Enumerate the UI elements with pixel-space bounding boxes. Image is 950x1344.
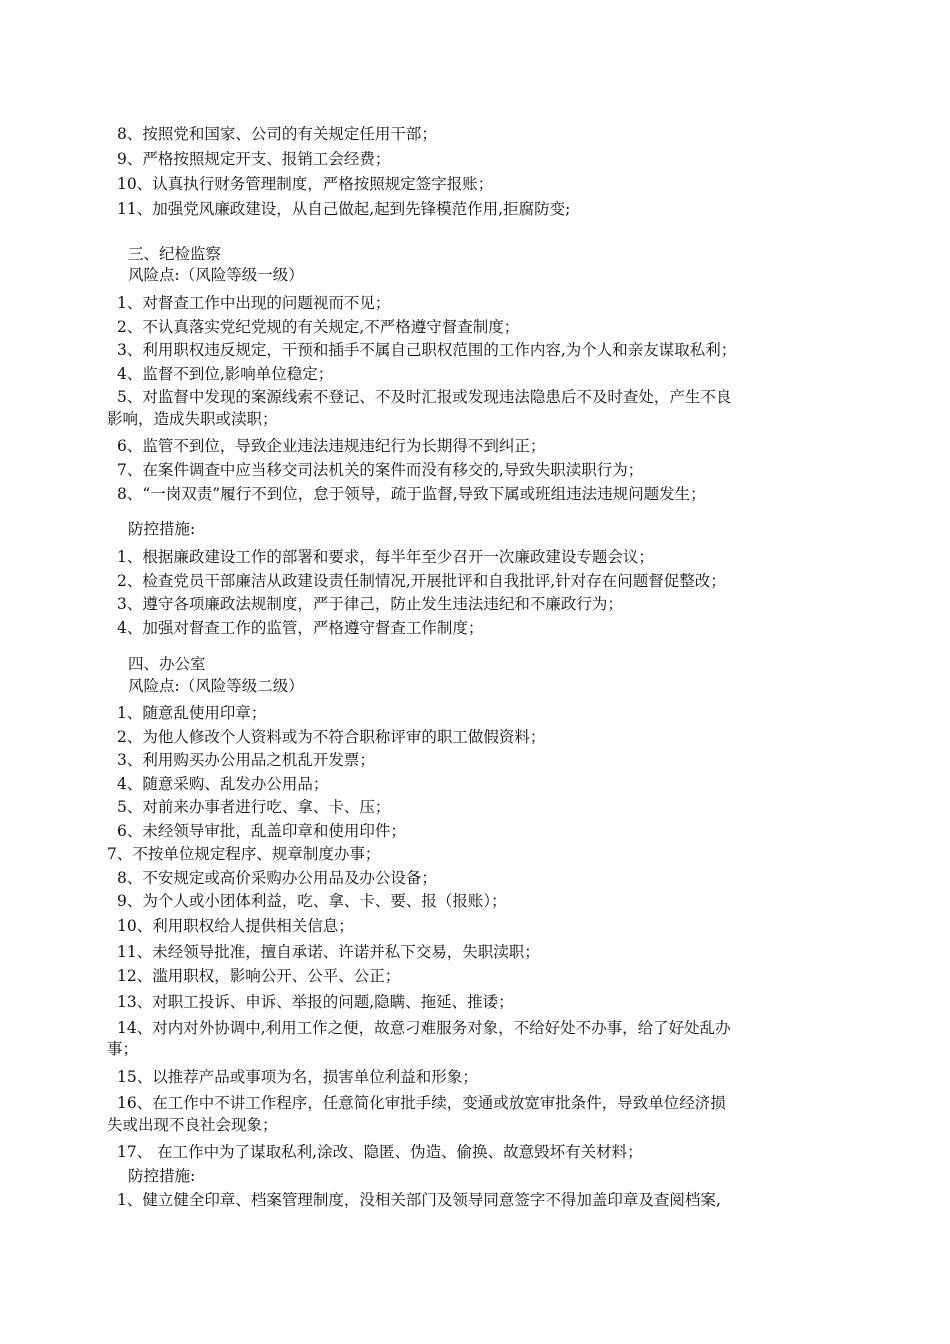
list-item: 失或出现不良社会现象；: [107, 1116, 278, 1134]
list-item: 15、以推荐产品或事项为名，损害单位利益和形象；: [117, 1068, 478, 1086]
list-item: 4、随意采购、乱发办公用品；: [117, 775, 329, 793]
list-item: 2、为他人修改个人资料或为不符合职称评审的职工做假资料；: [117, 728, 546, 746]
list-item: 14、对内对外协调中,利用工作之便，故意刁难服务对象，不给好处不办事，给了好处乱办: [117, 1019, 731, 1037]
risk-label: 风险点:（风险等级一级）: [128, 266, 304, 284]
list-item: 10、利用职权给人提供相关信息；: [117, 917, 354, 935]
list-item: 2、检查党员干部廉洁从政建设责任制情况,开展批评和自我批评,针对存在问题督促整改；: [117, 572, 726, 590]
list-item: 16、在工作中不讲工作程序，任意简化审批手续，变通或放宽审批条件，导致单位经济损: [117, 1094, 726, 1112]
list-item: 7、不按单位规定程序、规章制度办事；: [107, 845, 381, 863]
section-heading: 四、办公室: [128, 655, 206, 673]
list-item: 12、滥用职权，影响公开、公平、公正；: [117, 967, 401, 985]
section-heading: 三、纪检监察: [128, 245, 222, 263]
list-item: 1、对督查工作中出现的问题视而不见；: [117, 294, 391, 312]
list-item: 6、未经领导审批，乱盖印章和使用印件；: [117, 822, 406, 840]
list-item: 17、 在工作中为了谋取私利,涂改、隐匿、伪造、偷换、故意毁坏有关材料；: [117, 1143, 643, 1161]
list-item: 6、监管不到位，导致企业违法违规违纪行为长期得不到纠正；: [117, 437, 546, 455]
list-item: 9、为个人或小团体利益，吃、拿、卡、要、报（报账）；: [117, 892, 507, 910]
list-item: 8、按照党和国家、公司的有关规定任用干部；: [117, 125, 437, 143]
list-item: 3、利用购买办公用品之机乱开发票；: [117, 751, 375, 769]
list-item: 7、在案件调查中应当移交司法机关的案件而没有移交的,导致失职渎职行为；: [117, 461, 644, 479]
risk-label: 风险点:（风险等级二级）: [128, 677, 304, 695]
measures-label: 防控措施:: [128, 520, 196, 538]
list-item: 8、“一岗双责”履行不到位，怠于领导，疏于监督,导致下属或班组违法违规问题发生；: [117, 485, 706, 503]
list-item: 4、监督不到位,影响单位稳定；: [117, 365, 334, 383]
list-item: 3、利用职权违反规定，干预和插手不属自己职权范围的工作内容,为个人和亲友谋取私利；: [117, 341, 737, 359]
list-item: 13、对职工投诉、申诉、举报的问题,隐瞒、拖延、推诿；: [117, 993, 514, 1011]
list-item: 1、健立健全印章、档案管理制度，没相关部门及领导同意签字不得加盖印章及查阅档案,: [117, 1191, 721, 1209]
list-item: 11、加强党风廉政建设，从自己做起,起到先锋模范作用,拒腐防变;: [117, 200, 571, 218]
list-item: 5、对前来办事者进行吃、拿、卡、压；: [117, 798, 391, 816]
list-item: 8、不安规定或高价采购办公用品及办公设备；: [117, 869, 437, 887]
list-item: 4、加强对督查工作的监管，严格遵守督查工作制度；: [117, 619, 484, 637]
list-item: 影响，造成失职或渎职；: [107, 410, 278, 428]
list-item: 1、随意乱使用印章；: [117, 704, 267, 722]
list-item: 11、未经领导批准，擅自承诺、许诺并私下交易，失职渎职；: [117, 943, 540, 961]
list-item: 10、认真执行财务管理制度，严格按照规定签字报账；: [117, 175, 494, 193]
list-item: 事；: [107, 1040, 139, 1058]
list-item: 3、遵守各项廉政法规制度，严于律己，防止发生违法违纪和不廉政行为；: [117, 595, 623, 613]
list-item: 5、对监督中发现的案源线索不登记、不及时汇报或发现违法隐患后不及时查处，产生不良: [117, 388, 732, 406]
list-item: 2、不认真落实党纪党规的有关规定,不严格遵守督查制度；: [117, 318, 520, 336]
measures-label: 防控措施:: [128, 1167, 196, 1185]
list-item: 9、严格按照规定开支、报销工会经费；: [117, 150, 391, 168]
list-item: 1、根据廉政建设工作的部署和要求，每半年至少召开一次廉政建设专题会议；: [117, 548, 654, 566]
